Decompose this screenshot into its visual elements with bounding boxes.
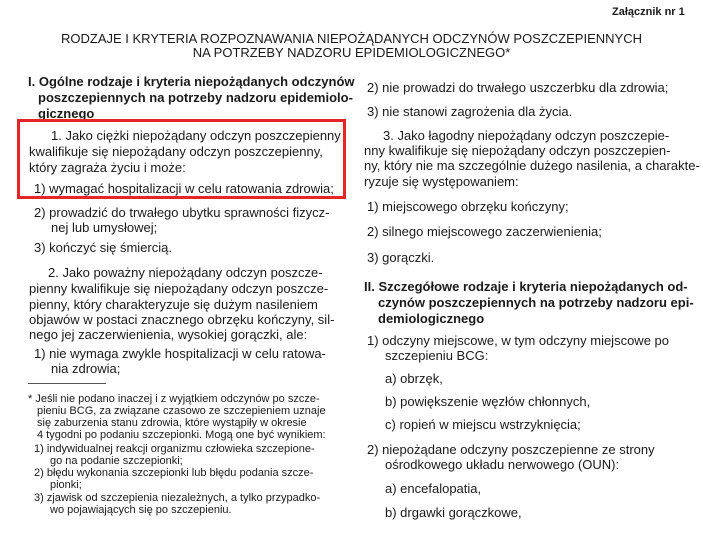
section-1-heading-line-2: poszczepiennych na potrzeby nadzoru epidemiolo-	[38, 90, 353, 105]
section-2-item-2-line-1: 2) niepożądane odczyny poszczepienne ze strony	[367, 442, 655, 457]
footnote-line-1: * Jeśli nie podano inaczej i z wyjątkiem odczynów po szcze-	[28, 393, 320, 405]
paragraph-1-item-1: 1) wymagać hospitalizacji w celu ratowania zdrowia;	[34, 181, 334, 196]
section-2-heading-line-2: czynów poszczepiennych na potrzeby nadzoru epi-	[378, 295, 694, 310]
paragraph-2-item-3: 3) nie stanowi zagrożenia dla życia.	[367, 104, 573, 119]
paragraph-2-line-5: nego jej zaczerwienienia, wysokiej gorączki, ale:	[29, 327, 308, 342]
paragraph-1-item-2-line-1: 2) prowadzić do trwałego ubytku sprawności fizycz-	[34, 205, 330, 220]
document-title-line-2: NA POTRZEBY NADZORU EPIDEMIOLOGICZNEGO*	[192, 45, 511, 60]
paragraph-1-item-3: 3) kończyć się śmiercią.	[34, 240, 172, 255]
attachment-label: Załącznik nr 1	[612, 6, 685, 18]
paragraph-3-line-3: ny, który nie ma szczególnie dużego nasilenia, a charakte-	[364, 158, 700, 173]
footnote-line-7: 2) błędu wykonania szczepionki lub błędu podania szcze-	[34, 467, 314, 479]
section-2-heading-line-3: demiologicznego	[378, 311, 485, 326]
footnote-line-4: 4 tygodni po podaniu szczepionki. Mogą one być wynikiem:	[37, 429, 326, 441]
footnote-line-9: 3) zjawisk od szczepienia niezależnych, a tylko przypadko-	[34, 492, 321, 504]
paragraph-3-item-2: 2) silnego miejscowego zaczerwienienia;	[367, 224, 602, 239]
paragraph-3-item-1: 1) miejscowego obrzęku kończyny;	[367, 199, 569, 214]
footnote-divider	[28, 383, 106, 384]
paragraph-3-line-4: ryzuje się występowaniem:	[364, 174, 519, 189]
paragraph-2-item-1-line-1: 1) nie wymaga zwykle hospitalizacji w celu ratowa-	[34, 346, 326, 361]
section-1-heading-line-1: I. Ogólne rodzaje i kryteria niepożądanych odczynów	[28, 74, 355, 89]
paragraph-2-line-1: 2. Jako poważny niepożądany odczyn poszcze-	[48, 265, 323, 280]
paragraph-3-line-1: 3. Jako łagodny niepożądany odczyn poszczepie-	[383, 128, 670, 143]
footnote-line-10: wo pojawiających się po szczepieniu.	[50, 504, 232, 516]
section-2-item-2-a: a) encefalopatia,	[385, 481, 482, 496]
document-title-line-1: RODZAJE I KRYTERIA ROZPOZNAWANIA NIEPOŻĄDANYCH ODCZYNÓW POSZCZEPIENNYCH	[61, 31, 642, 46]
paragraph-2-line-4: objawów w postaci znacznego obrzęku kończyny, sil-	[29, 312, 335, 327]
paragraph-1-line-3: który zagraża życiu i może:	[29, 160, 186, 175]
footnote-line-3: się zaburzenia stanu zdrowia, które wystąpiły w okresie	[37, 417, 307, 429]
paragraph-2-line-2: pienny kwalifikuje się niepożądany odczyn poszcze-	[29, 281, 329, 296]
paragraph-2-item-2: 2) nie prowadzi do trwałego uszczerbku dla zdrowia;	[367, 80, 669, 95]
paragraph-3-line-2: nny kwalifikuje się niepożądany odczyn poszczepien-	[364, 143, 671, 158]
section-2-item-2-b: b) drgawki gorączkowe,	[385, 505, 522, 520]
section-2-item-1-line-2: szczepieniu BCG:	[385, 348, 489, 363]
paragraph-1-line-1: 1. Jako ciężki niepożądany odczyn poszczepienny	[51, 128, 341, 143]
footnote-line-6: go na podanie szczepionki;	[50, 455, 183, 467]
footnote-line-8: pionki;	[50, 479, 82, 491]
section-2-item-1-line-1: 1) odczyny miejscowe, w tym odczyny miejscowe po	[367, 333, 669, 348]
section-2-item-1-c: c) ropień w miejscu wstrzyknięcia;	[385, 417, 581, 432]
footnote-line-5: 1) indywidualnej reakcji organizmu człowieka szczepione-	[34, 443, 315, 455]
paragraph-3-item-3: 3) gorączki.	[367, 250, 435, 265]
paragraph-2-line-3: pienny, który charakteryzuje się dużym nasileniem	[29, 297, 318, 312]
section-2-item-1-a: a) obrzęk,	[385, 371, 443, 386]
paragraph-2-item-1-line-2: nia zdrowia;	[51, 361, 121, 376]
footnote-line-2: pieniu BCG, za związane czasowo ze szczepieniem uznaje	[37, 405, 326, 417]
paragraph-1-line-2: kwalifikuje się niepożądany odczyn poszczepienny,	[29, 144, 323, 159]
paragraph-1-item-2-line-2: nej lub umysłowej;	[51, 220, 158, 235]
section-2-item-2-line-2: ośrodkowego układu nerwowego (OUN):	[385, 457, 620, 472]
section-2-heading-line-1: II. Szczegółowe rodzaje i kryteria niepożądanych od-	[364, 279, 688, 294]
section-2-item-1-b: b) powiększenie węzłów chłonnych,	[385, 394, 591, 409]
section-1-heading-line-3: gicznego	[38, 106, 95, 121]
